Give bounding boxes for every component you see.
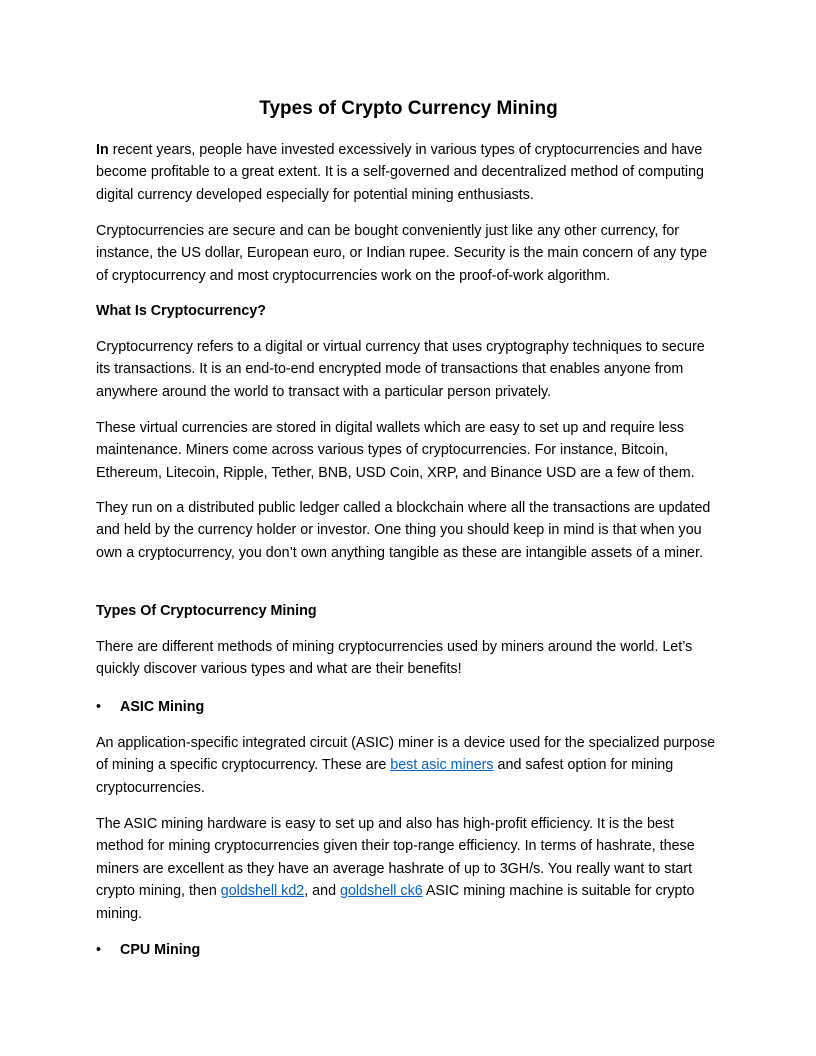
goldshell-kd2-link[interactable]: goldshell kd2	[220, 883, 305, 900]
bullet-asic-label: ASIC Mining	[120, 699, 205, 715]
bullet-asic-mining	[96, 696, 204, 718]
asic-text-after: and safest option for mining cryptocurrencies.	[96, 757, 674, 796]
intro-lead-word: In	[96, 142, 109, 158]
wallets-paragraph: These virtual currencies are stored in digital wallets which are easy to set up and require less maintenance. Miners come across various types of cryptocurrencies. For instance, Bitcoin, Ethereum, Litecoin, Ripple, Tether, BNB, USD Coin, XRP, and Binance USD are a few of them.	[96, 420, 695, 481]
security-paragraph: Cryptocurrencies are secure and can be bought conveniently just like any other currency, for instance, the US dollar, European euro, or Indian rupee. Security is the main concern of any type of cryptocurrency and most cryptocurrencies work on the proof-of-work algorithm.	[96, 223, 708, 284]
page-title: Types of Crypto Currency Mining	[259, 98, 558, 119]
goldshell-ck6-link[interactable]: goldshell ck6	[340, 883, 423, 900]
bullet-dot-icon: •	[96, 942, 102, 958]
asic-text-before: An application-specific integrated circuit (ASIC) miner is a device used for the specialized purpose of mining a specific cryptocurrency. These are	[96, 735, 716, 774]
section-heading-what-is-cryptocurrency: What Is Cryptocurrency?	[96, 303, 267, 319]
bullet-cpu-mining	[96, 939, 200, 961]
hardware-text-after: ASIC mining machine is suitable for crypto mining.	[96, 883, 695, 922]
bullet-dot-icon: •	[96, 699, 102, 715]
hardware-text-before: The ASIC mining hardware is easy to set up and also has high-profit efficiency. It is the best method for mining cryptocurrencies given their top-range efficiency. In terms of hashrate, these miners are excellent as they have an average hashrate of up to 3GH/s. You really want to start crypto mining, then	[96, 816, 695, 900]
intro-text: recent years, people have invested excessively in various types of cryptocurrencies and have become profitable to a great extent. It is a self-governed and decentralized method of computing digital currency developed especially for potential mining enthusiasts.	[96, 142, 704, 203]
bullet-cpu-label: CPU Mining	[120, 942, 201, 958]
section-heading-types-of-mining: Types Of Cryptocurrency Mining	[96, 603, 317, 619]
methods-paragraph: There are different methods of mining cryptocurrencies used by miners around the world. Let’s quickly discover various types and what are their benefits!	[96, 639, 693, 678]
asic-hardware-paragraph	[96, 813, 721, 925]
hardware-text-middle: , and	[304, 883, 341, 900]
intro-paragraph	[96, 139, 721, 206]
definition-paragraph: Cryptocurrency refers to a digital or virtual currency that uses cryptography techniques to secure its transactions. It is an end-to-end encrypted mode of transactions that enables anyone from anywhere around the world to transact with a particular person privately.	[96, 339, 705, 400]
blockchain-paragraph: They run on a distributed public ledger called a blockchain where all the transactions are updated and held by the currency holder or investor. One thing you should keep in mind is that when you own a cryptocurrency, you don’t own anything tangible as these are intangible assets of a miner.	[96, 500, 711, 561]
best-asic-miners-link[interactable]: best asic miners	[390, 757, 494, 774]
asic-description-paragraph	[96, 732, 721, 799]
